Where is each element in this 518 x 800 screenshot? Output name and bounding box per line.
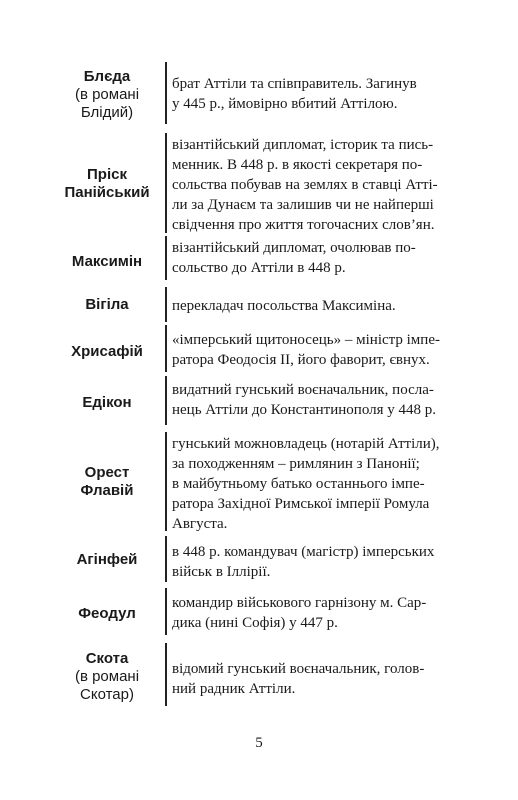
separator-rule — [165, 236, 167, 280]
definition-line: візантійський дипломат, історик та пись- — [172, 137, 434, 153]
definition-line: ний радник Аттіли. — [172, 681, 296, 697]
term-name: Скота — [85, 650, 129, 667]
entry-definition — [172, 330, 450, 370]
page-number: 5 — [255, 735, 263, 751]
entry-term — [58, 343, 156, 361]
definition-line: Августа. — [172, 516, 228, 532]
entry-term — [58, 650, 156, 704]
definition-line: відомий гунський воєначальник, голов- — [172, 661, 425, 677]
term-note: Панійський — [64, 184, 150, 201]
definition-line: менник. В 448 р. в якості секретаря по- — [172, 157, 423, 173]
separator-rule — [165, 62, 167, 124]
entry-definition — [172, 238, 450, 278]
term-name: Едікон — [82, 394, 132, 411]
separator-rule — [165, 287, 167, 322]
definition-line: ратора Феодосія ІІ, його фаворит, євнух. — [172, 352, 430, 368]
separator-rule — [165, 643, 167, 706]
entry-definition — [172, 434, 450, 534]
definition-line: ли за Дунаєм та залишив чи не найперші — [172, 197, 434, 213]
definition-line: в майбутньому батько останнього імпе- — [172, 476, 425, 492]
definition-line: дика (нині Софія) у 447 р. — [172, 615, 338, 631]
entry-definition — [172, 542, 450, 582]
separator-rule — [165, 133, 167, 233]
term-name: Блєда — [83, 68, 131, 85]
entry-term — [58, 296, 156, 314]
definition-line: сольства побував на землях в ставці Атті- — [172, 177, 438, 193]
term-name: Агінфей — [76, 551, 138, 568]
definition-line: свідчення про життя тогочасних слов’ян. — [172, 217, 435, 233]
entry-term — [58, 394, 156, 412]
entry-term — [58, 253, 156, 271]
entry-definition — [172, 135, 450, 235]
term-name: Орест — [84, 464, 130, 481]
entry-definition — [172, 380, 450, 420]
definition-line: сольство до Аттіли в 448 р. — [172, 260, 346, 276]
definition-line: брат Аттіли та співправитель. Загинув — [172, 76, 417, 92]
separator-rule — [165, 325, 167, 372]
entry-definition — [172, 659, 450, 699]
definition-line: гунський можновладець (нотарій Аттіли), — [172, 436, 440, 452]
definition-line: нець Аттіли до Константинополя у 448 р. — [172, 402, 437, 418]
term-note: Флавій — [80, 482, 134, 499]
definition-line: перекладач посольства Максиміна. — [172, 298, 396, 314]
definition-line: «імперський щитоносець» – міністр імпе- — [172, 332, 440, 348]
entry-term — [58, 551, 156, 569]
term-name: Вігіла — [85, 296, 129, 313]
separator-rule — [165, 432, 167, 531]
separator-rule — [165, 376, 167, 425]
term-note: (в романі — [74, 668, 140, 685]
entry-definition — [172, 74, 450, 114]
definition-line: візантійський дипломат, очолював по- — [172, 240, 416, 256]
term-name: Максимін — [71, 253, 143, 270]
term-note: (в романі — [74, 86, 140, 103]
term-name: Пріск — [87, 166, 127, 183]
entry-term — [58, 68, 156, 122]
definition-line: військ в Іллірії. — [172, 564, 271, 580]
entry-definition — [172, 593, 450, 633]
entry-definition — [172, 296, 450, 316]
separator-rule — [165, 536, 167, 582]
separator-rule — [165, 588, 167, 635]
term-note: Блідий) — [80, 104, 134, 121]
definition-line: в 448 р. командувач (магістр) імперських — [172, 544, 435, 560]
definition-line: видатний гунський воєначальник, посла- — [172, 382, 434, 398]
definition-line: у 445 р., ймовірно вбитий Аттілою. — [172, 96, 398, 112]
entry-term — [58, 605, 156, 623]
term-name: Феодул — [78, 605, 136, 622]
entry-term — [58, 464, 156, 500]
definition-line: ратора Західної Римської імперії Ромула — [172, 496, 430, 512]
definition-line: командир військового гарнізону м. Сар- — [172, 595, 427, 611]
term-note: Скотар) — [80, 686, 134, 703]
term-name: Хрисафій — [71, 343, 143, 360]
definition-line: за походженням – римлянин з Панонії; — [172, 456, 420, 472]
entry-term — [58, 166, 156, 202]
